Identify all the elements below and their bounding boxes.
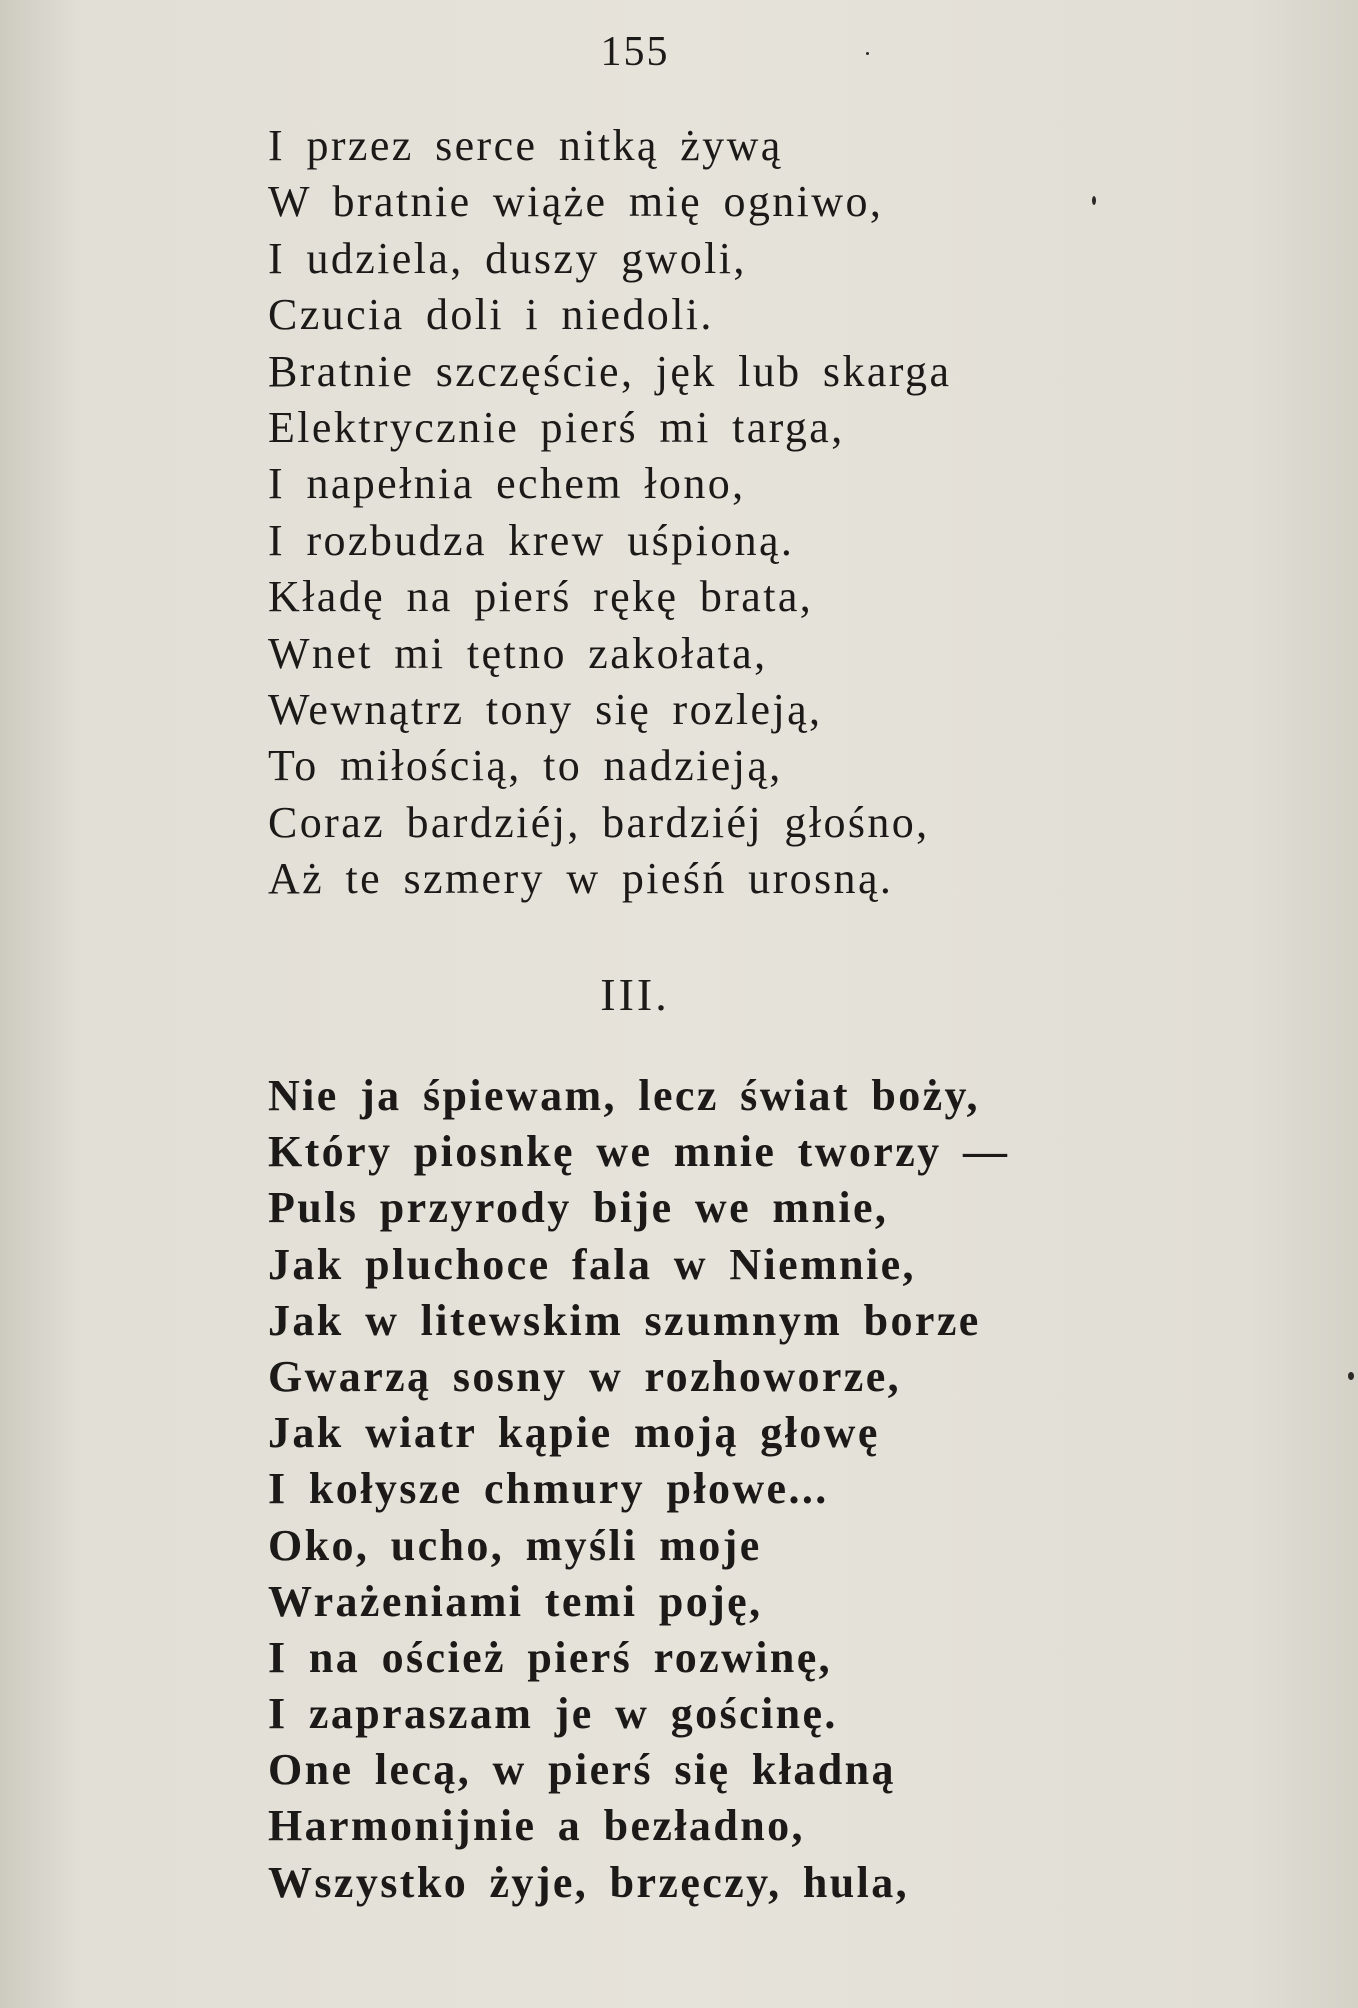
poem-line: Bratnie szczęście, jęk lub skarga <box>268 346 952 396</box>
poem-line: Oko, ucho, myśli moje <box>268 1520 762 1570</box>
poem-line: One lecą, w pierś się kładną <box>268 1745 896 1795</box>
poem-line: Coraz bardziéj, bardziéj głośno, <box>268 797 930 847</box>
poem-line: I napełnia echem łono, <box>268 459 746 509</box>
poem-line: I rozbudza krew uśpioną. <box>268 515 795 565</box>
poem-stanza-1 <box>268 118 951 907</box>
poem-line: Jak wiatr kąpie moją głowę <box>268 1408 880 1458</box>
poem-line: I przez serce nitką żywą <box>268 121 783 170</box>
poem-line: Czucia doli i niedoli. <box>268 290 714 340</box>
section-heading: III. <box>600 969 670 1020</box>
poem-line: I udziela, duszy gwoli, <box>268 233 747 283</box>
poem-line: Wszystko żyje, brzęczy, hula, <box>268 1857 910 1907</box>
paper-speck <box>1092 196 1096 205</box>
poem-line: Gwarzą sosny w rozhoworze, <box>268 1351 902 1401</box>
poem-line: Aż te szmery w pieśń urosną. <box>268 854 894 904</box>
poem-line: I zapraszam je w gościnę. <box>268 1689 838 1739</box>
poem-line: Jak w litewskim szumnym borze <box>268 1295 981 1345</box>
poem-line: Puls przyrody bije we mnie, <box>268 1183 889 1233</box>
poem-line: Wnet mi tętno zakołata, <box>268 628 768 678</box>
poem-line: W bratnie wiąże mię ogniwo, <box>268 177 884 227</box>
poem-line: Nie ja śpiewam, lecz świat boży, <box>268 1071 980 1120</box>
poem-line: Jak pluchoce fala w Niemnie, <box>268 1239 916 1289</box>
poem-line: Elektrycznie pierś mi targa, <box>268 402 845 452</box>
page-number: 155 <box>600 29 670 75</box>
poem-line: Który piosnkę we mnie tworzy — <box>268 1127 1010 1177</box>
paper-speck <box>1348 1372 1354 1380</box>
paper-speck <box>866 52 869 55</box>
poem-line: I na oścież pierś rozwinę, <box>268 1632 833 1682</box>
poem-line: Wewnątrz tony się rozleją, <box>268 684 823 734</box>
poem-line: Wrażeniami temi poję, <box>268 1576 763 1626</box>
poem-line: Kładę na pierś rękę brata, <box>268 572 814 622</box>
poem-stanza-2 <box>268 1068 1009 1911</box>
poem-line: I kołysze chmury płowe... <box>268 1464 829 1514</box>
poem-line: Harmonijnie a bezładno, <box>268 1801 805 1851</box>
poem-line: To miłością, to nadzieją, <box>268 741 783 791</box>
